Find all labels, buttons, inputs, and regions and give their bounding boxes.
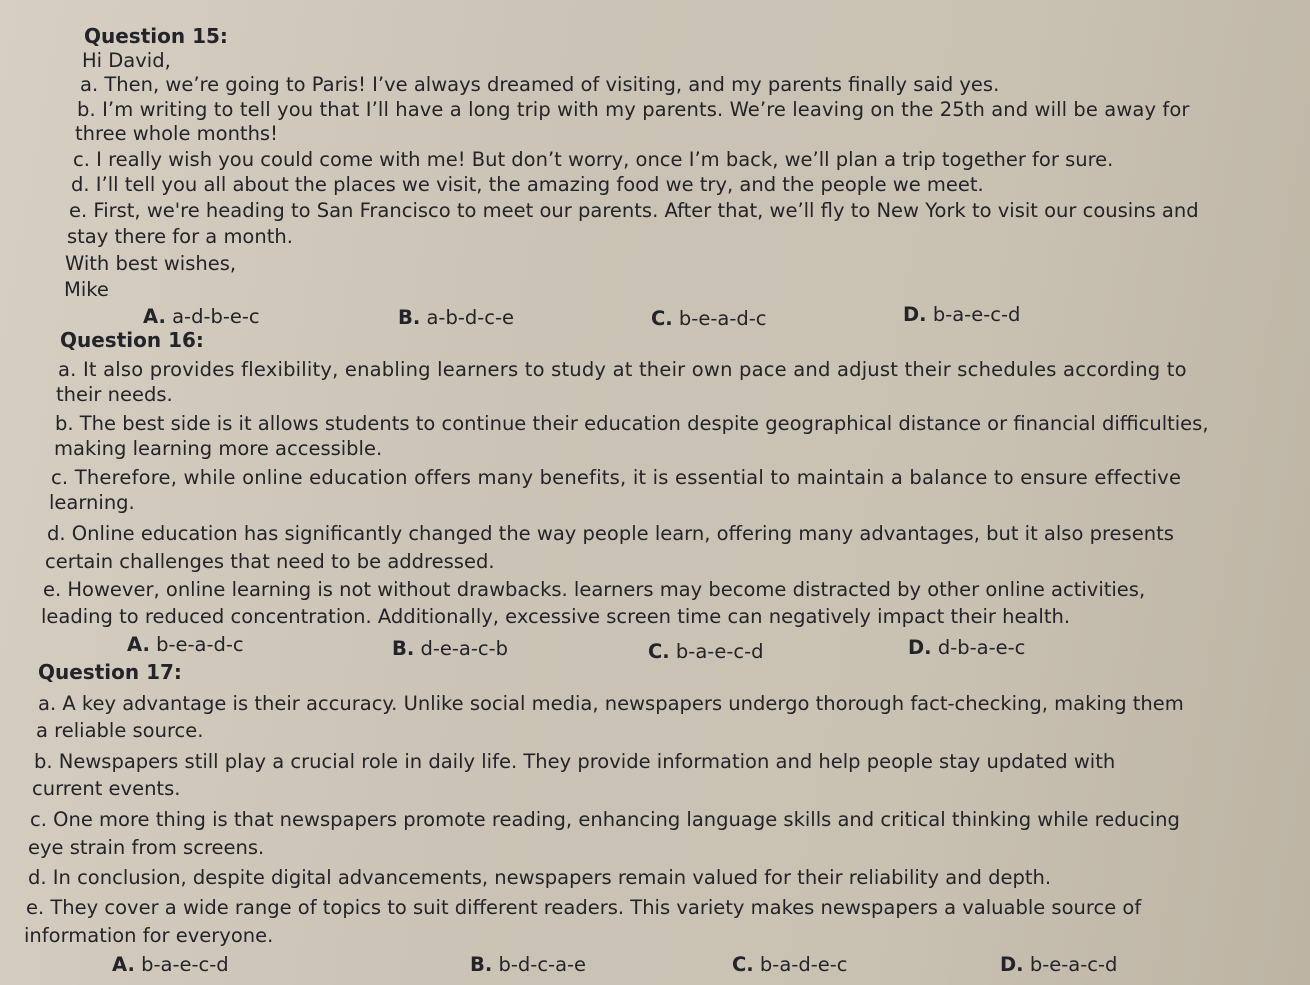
q17-sentence-e-line1: e. They cover a wide range of topics to suit different readers. This variety makes newspapers a valuable source of <box>26 896 1142 919</box>
option-letter: A. <box>127 633 150 656</box>
option-text: d-b-a-e-c <box>937 636 1026 659</box>
option-text: b-a-e-c-d <box>932 303 1021 326</box>
q16-sentence-d-line2: certain challenges that need to be addressed. <box>45 550 495 573</box>
q16-sentence-e-line2: leading to reduced concentration. Additionally, excessive screen time can negatively impact their health. <box>41 605 1071 628</box>
q15-sentence-a: a. Then, we’re going to Paris! I’ve always dreamed of visiting, and my parents finally said yes. <box>80 73 1000 96</box>
option-text: b-e-a-d-c <box>678 307 767 330</box>
option-letter: A. <box>143 305 166 328</box>
q15-sentence-e-line1: e. First, we're heading to San Francisco to meet our parents. After that, we’ll fly to New York to visit our cousins and <box>69 199 1199 222</box>
q17-option-a[interactable] <box>112 953 229 977</box>
q15-option-a[interactable] <box>143 305 260 329</box>
q16-sentence-b-line1: b. The best side is it allows students to continue their education despite geographical distance or financial difficulties, <box>55 412 1209 435</box>
q15-greeting: Hi David, <box>82 49 171 72</box>
option-text: b-d-c-a-e <box>498 953 587 976</box>
question-16-title: Question 16: <box>60 328 204 352</box>
q15-closing: With best wishes, <box>65 252 237 275</box>
q17-sentence-c-line1: c. One more thing is that newspapers promote reading, enhancing language skills and critical thinking while reducing <box>30 808 1180 831</box>
q16-option-b[interactable] <box>392 637 508 661</box>
option-letter: A. <box>112 953 135 976</box>
q17-sentence-d: d. In conclusion, despite digital advancements, newspapers remain valued for their reliability and depth. <box>28 866 1052 889</box>
option-text: d-e-a-c-b <box>420 637 509 660</box>
option-text: b-e-a-c-d <box>1029 953 1118 976</box>
q17-option-b[interactable] <box>470 953 586 977</box>
q16-sentence-a-line1: a. It also provides flexibility, enabling learners to study at their own pace and adjust their schedules according to <box>58 358 1187 381</box>
q16-sentence-c-line2: learning. <box>49 491 135 514</box>
q15-option-c[interactable] <box>651 307 767 331</box>
q17-option-d[interactable] <box>1000 953 1117 977</box>
q17-sentence-a-line1: a. A key advantage is their accuracy. Unlike social media, newspapers undergo thorough fact-checking, making them <box>38 692 1184 715</box>
q15-sentence-e-line2: stay there for a month. <box>67 225 293 248</box>
q15-sentence-b-line1: b. I’m writing to tell you that I’ll have a long trip with my parents. We’re leaving on the 25th and will be away for <box>77 98 1190 121</box>
q15-signature: Mike <box>64 278 109 301</box>
q17-sentence-a-line2: a reliable source. <box>36 719 204 742</box>
question-15-title: Question 15: <box>84 24 228 48</box>
option-text: b-e-a-d-c <box>156 633 244 656</box>
option-text: b-a-d-e-c <box>759 953 848 976</box>
option-letter: C. <box>732 953 754 976</box>
q16-sentence-b-line2: making learning more accessible. <box>54 437 383 460</box>
option-text: a-b-d-c-e <box>426 306 515 329</box>
q16-sentence-c-line1: c. Therefore, while online education offers many benefits, it is essential to maintain a balance to ensure effective <box>51 466 1182 489</box>
q15-sentence-c: c. I really wish you could come with me! But don’t worry, once I’m back, we’ll plan a trip together for sure. <box>73 148 1114 171</box>
option-letter: C. <box>648 640 670 663</box>
q15-sentence-d: d. I’ll tell you all about the places we visit, the amazing food we try, and the people we meet. <box>71 173 984 196</box>
option-letter: B. <box>470 953 493 976</box>
q15-sentence-b-line2: three whole months! <box>75 122 278 145</box>
option-letter: D. <box>903 303 927 326</box>
question-17-title: Question 17: <box>38 660 182 684</box>
q16-option-a[interactable] <box>127 633 244 657</box>
q15-option-d[interactable] <box>903 303 1020 327</box>
q17-sentence-b-line1: b. Newspapers still play a crucial role in daily life. They provide information and help people stay updated with <box>34 750 1116 773</box>
q16-option-c[interactable] <box>648 640 764 664</box>
q16-sentence-d-line1: d. Online education has significantly changed the way people learn, offering many advantages, but it also presents <box>47 522 1174 545</box>
option-letter: C. <box>651 307 673 330</box>
q16-sentence-e-line1: e. However, online learning is not without drawbacks. learners may become distracted by other online activities, <box>43 578 1146 601</box>
option-text: a-d-b-e-c <box>172 305 260 328</box>
option-letter: B. <box>398 306 421 329</box>
option-letter: D. <box>1000 953 1024 976</box>
q16-sentence-a-line2: their needs. <box>56 383 173 406</box>
q17-sentence-b-line2: current events. <box>32 777 181 800</box>
q17-sentence-e-line2: information for everyone. <box>24 924 274 947</box>
option-text: b-a-e-c-d <box>675 640 764 663</box>
q17-option-c[interactable] <box>732 953 848 977</box>
q16-option-d[interactable] <box>908 636 1025 660</box>
q15-option-b[interactable] <box>398 306 514 330</box>
option-letter: B. <box>392 637 415 660</box>
option-letter: D. <box>908 636 932 659</box>
option-text: b-a-e-c-d <box>141 953 229 976</box>
q17-sentence-c-line2: eye strain from screens. <box>28 836 265 859</box>
